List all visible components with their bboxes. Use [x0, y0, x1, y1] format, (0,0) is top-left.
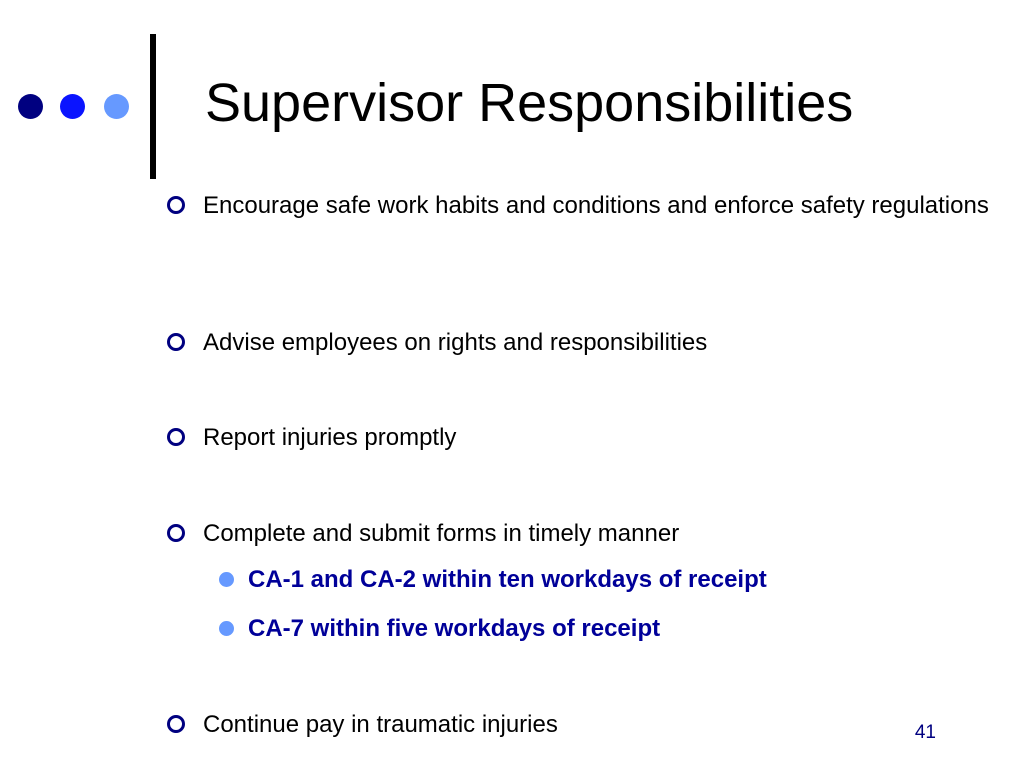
ring-bullet-icon — [167, 524, 185, 542]
bullet-item — [203, 513, 1003, 554]
sub-bullet-text: CA-7 within five workdays of receipt — [248, 615, 661, 642]
sub-bullet-text: CA-1 and CA-2 within ten workdays of receipt — [248, 566, 767, 593]
ring-bullet-icon — [167, 333, 185, 351]
bullet-text: Continue pay in traumatic injuries — [203, 711, 558, 738]
bullet-text: Complete and submit forms in timely manner — [203, 520, 680, 547]
ring-bullet-icon — [167, 196, 185, 214]
dot-bullet-icon — [219, 621, 234, 636]
bullet-item — [203, 417, 1003, 458]
bullet-text: Encourage safe work habits and conditions and enforce safety regulations — [203, 192, 989, 219]
dot-bullet-icon — [219, 572, 234, 587]
bullet-text: Report injuries promptly — [203, 424, 457, 451]
bullet-item — [203, 185, 1003, 226]
bullet-text: Advise employees on rights and responsibilities — [203, 329, 708, 356]
page-number: 41 — [914, 722, 936, 743]
sub-bullet-item — [248, 612, 1008, 646]
bullet-item — [203, 322, 1003, 363]
ring-bullet-icon — [167, 715, 185, 733]
ring-bullet-icon — [167, 428, 185, 446]
sub-bullet-item — [248, 563, 1008, 597]
slide-title: Supervisor Responsibilities — [205, 73, 854, 133]
